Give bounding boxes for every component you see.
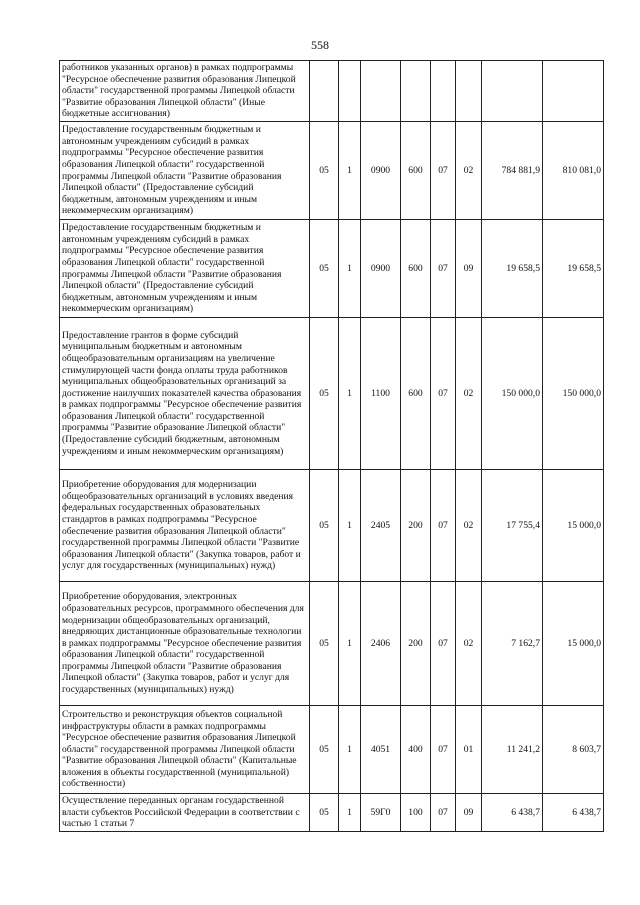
row-description: Предоставление грантов в форме субсидий муниципальным бюджетным и автономным общеобразовательным организациям на увеличение стимулирующей части фонда оплаты труда работников муниципальных общеобразовательных организаций за достижение наилучших показателей качества образования в рамках подпрограммы "Ресурсное обеспечение развития образования Липецкой области" государственной программы "Развитие образование Липецкой области" (Предоставление субсидий бюджетным, автономным учреждениям и иным некоммерческим организациям) [60, 318, 310, 470]
table-row [60, 582, 604, 706]
section-code: 07 [431, 706, 456, 794]
table-row [60, 220, 604, 318]
expense-type-code: 200 [401, 470, 431, 582]
expense-type-code: 200 [401, 582, 431, 706]
section-code: 07 [431, 122, 456, 220]
subsection-code: 01 [456, 706, 482, 794]
row-description: Строительство и реконструкция объектов социальной инфраструктуры области в рамках подпрограммы "Ресурсное обеспечение развития образования Липецкой области" государственной программы Липецкой области "Развитие образования Липецкой области" (Капитальные вложения в объекты государственной (муниципальной) собственности) [60, 706, 310, 794]
subprogram-code: 1 [339, 318, 361, 470]
table-row [60, 61, 604, 122]
amount-first-year: 784 881,9 [482, 122, 543, 220]
amount-first-year: 6 438,7 [482, 794, 543, 832]
target-article-code: 0900 [361, 122, 401, 220]
table-row [60, 794, 604, 832]
target-article-code: 1100 [361, 318, 401, 470]
subprogram-code: 1 [339, 122, 361, 220]
amount-second-year: 15 000,0 [543, 470, 604, 582]
target-article-code: 59Г0 [361, 794, 401, 832]
amount-second-year: 15 000,0 [543, 582, 604, 706]
chapter-code: 05 [310, 706, 339, 794]
row-description: Приобретение оборудования, электронных образовательных ресурсов, программного обеспечения для модернизации общеобразовательных организаций, внедряющих дистанционные образовательные технологии в рамках подпрограммы "Ресурсное обеспечение развития образования Липецкой области" государственной программы Липецкой области "Развитие образования Липецкой области" (Закупка товаров, работ и услуг для государственных (муниципальных) нужд) [60, 582, 310, 706]
row-description: работников указанных органов) в рамках подпрограммы "Ресурсное обеспечение развития образования Липецкой области" государственной программы Липецкой области "Развитие образования Липецкой области" (Иные бюджетные ассигнования) [60, 61, 310, 122]
amount-second-year: 150 000,0 [543, 318, 604, 470]
subsection-code: 09 [456, 220, 482, 318]
row-description: Осуществление переданных органам государственной власти субъектов Российской Федерации в соответствии с частью 1 статьи 7 [60, 794, 310, 832]
subprogram-code [339, 61, 361, 122]
expense-type-code: 600 [401, 220, 431, 318]
chapter-code: 05 [310, 220, 339, 318]
amount-second-year: 19 658,5 [543, 220, 604, 318]
amount-first-year: 7 162,7 [482, 582, 543, 706]
budget-table [59, 60, 604, 832]
subprogram-code: 1 [339, 794, 361, 832]
chapter-code: 05 [310, 122, 339, 220]
section-code: 07 [431, 318, 456, 470]
page-number: 558 [311, 38, 329, 52]
amount-second-year: 6 438,7 [543, 794, 604, 832]
subsection-code: 02 [456, 122, 482, 220]
table-row [60, 470, 604, 582]
amount-second-year [543, 61, 604, 122]
table-row [60, 122, 604, 220]
section-code: 07 [431, 582, 456, 706]
expense-type-code: 600 [401, 318, 431, 470]
expense-type-code: 100 [401, 794, 431, 832]
amount-first-year: 17 755,4 [482, 470, 543, 582]
amount-second-year: 810 081,0 [543, 122, 604, 220]
chapter-code: 05 [310, 794, 339, 832]
target-article-code: 2405 [361, 470, 401, 582]
target-article-code: 0900 [361, 220, 401, 318]
chapter-code: 05 [310, 470, 339, 582]
chapter-code: 05 [310, 318, 339, 470]
amount-first-year: 150 000,0 [482, 318, 543, 470]
amount-first-year [482, 61, 543, 122]
table-body [60, 61, 604, 832]
row-description: Предоставление государственным бюджетным и автономным учреждениям субсидий в рамках подпрограммы "Ресурсное обеспечение развития образования Липецкой области" государственной программы Липецкой области "Развитие образования Липецкой области" (Предоставление субсидий бюджетным, автономным учреждениям и иным некоммерческим организациям) [60, 122, 310, 220]
section-code: 07 [431, 220, 456, 318]
subsection-code [456, 61, 482, 122]
amount-first-year: 11 241,2 [482, 706, 543, 794]
chapter-code: 05 [310, 582, 339, 706]
expense-type-code: 600 [401, 122, 431, 220]
expense-type-code: 400 [401, 706, 431, 794]
section-code: 07 [431, 794, 456, 832]
table-row [60, 318, 604, 470]
row-description: Предоставление государственным бюджетным и автономным учреждениям субсидий в рамках подпрограммы "Ресурсное обеспечение развития образования Липецкой области" государственной программы Липецкой области "Развитие образования Липецкой области" (Предоставление субсидий бюджетным, автономным учреждениям и иным некоммерческим организациям) [60, 220, 310, 318]
section-code: 07 [431, 470, 456, 582]
chapter-code [310, 61, 339, 122]
subsection-code: 02 [456, 318, 482, 470]
table-row [60, 706, 604, 794]
target-article-code [361, 61, 401, 122]
subsection-code: 09 [456, 794, 482, 832]
expense-type-code [401, 61, 431, 122]
row-description: Приобретение оборудования для модернизации общеобразовательных организаций в условиях введения федеральных государственных образовательных стандартов в рамках подпрограммы "Ресурсное обеспечение развития образования Липецкой области" государственной программы Липецкой области "Развитие образования Липецкой области" (Закупка товаров, работ и услуг для государственных (муниципальных) нужд) [60, 470, 310, 582]
subsection-code: 02 [456, 470, 482, 582]
amount-second-year: 8 603,7 [543, 706, 604, 794]
subprogram-code: 1 [339, 582, 361, 706]
subsection-code: 02 [456, 582, 482, 706]
section-code [431, 61, 456, 122]
subprogram-code: 1 [339, 706, 361, 794]
subprogram-code: 1 [339, 220, 361, 318]
subprogram-code: 1 [339, 470, 361, 582]
amount-first-year: 19 658,5 [482, 220, 543, 318]
target-article-code: 4051 [361, 706, 401, 794]
target-article-code: 2406 [361, 582, 401, 706]
